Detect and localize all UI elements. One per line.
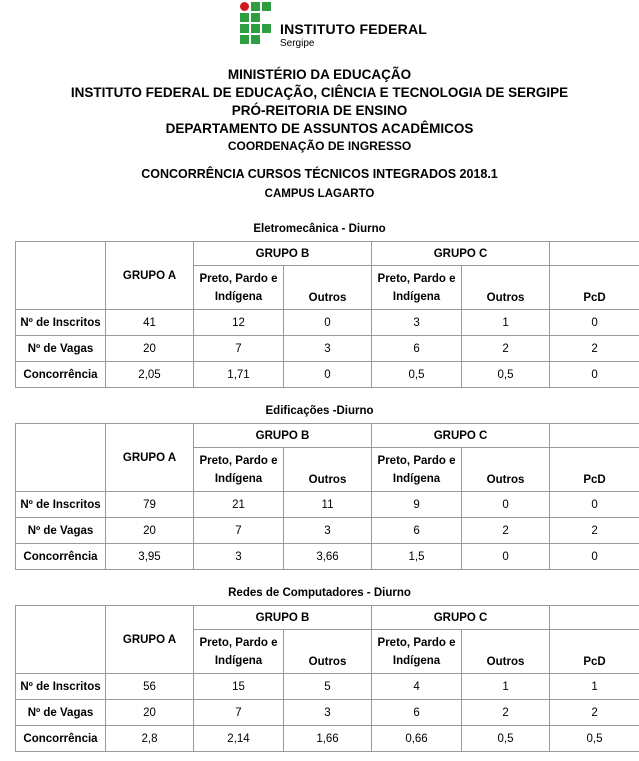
value-cell: 1 — [462, 310, 550, 336]
value-cell: 3 — [194, 544, 284, 570]
value-cell: 41 — [106, 310, 194, 336]
value-cell: 3 — [284, 518, 372, 544]
enrollment-table — [15, 423, 639, 570]
value-cell: 2,8 — [106, 726, 194, 752]
course-title: Eletromecânica - Diurno — [253, 223, 386, 235]
value-cell: 0 — [284, 310, 372, 336]
header-outros: Outros — [284, 266, 372, 310]
logo-name: INSTITUTO FEDERAL — [280, 21, 428, 37]
value-cell: 7 — [194, 518, 284, 544]
value-cell: 2,05 — [106, 362, 194, 388]
value-cell: 21 — [194, 492, 284, 518]
header-grupo-a: GRUPO A — [106, 606, 194, 674]
value-cell: 2 — [550, 700, 639, 726]
row-inscritos — [16, 674, 639, 700]
value-cell: 12 — [194, 310, 284, 336]
row-concorrencia — [16, 726, 639, 752]
value-cell: 0,5 — [550, 726, 639, 752]
value-cell: 0 — [550, 362, 639, 388]
value-cell: 3 — [284, 336, 372, 362]
corner-cell — [16, 606, 106, 674]
value-cell: 7 — [194, 700, 284, 726]
logo-subtitle: Sergipe — [280, 38, 315, 49]
value-cell: 7 — [194, 336, 284, 362]
header-ppi-line: Indígena — [214, 472, 263, 485]
header-blank — [550, 242, 639, 266]
header-outros: Outros — [462, 266, 550, 310]
header-ppi — [194, 630, 284, 674]
value-cell: 56 — [106, 674, 194, 700]
value-cell: 6 — [372, 700, 462, 726]
header-ppi — [372, 448, 462, 492]
header-ppi-line: Preto, Pardo e — [199, 636, 278, 649]
value-cell: 0 — [550, 310, 639, 336]
value-cell: 0,5 — [462, 362, 550, 388]
department-heading: DEPARTAMENTO DE ASSUNTOS ACADÊMICOS — [165, 121, 474, 136]
header-ppi-line: Indígena — [214, 654, 263, 667]
row-concorrencia — [16, 362, 639, 388]
value-cell: 20 — [106, 336, 194, 362]
row-label: Nº de Inscritos — [16, 310, 106, 336]
header-outros: Outros — [284, 448, 372, 492]
header-pcd: PcD — [550, 448, 639, 492]
enrollment-table — [15, 241, 639, 388]
value-cell: 0 — [462, 544, 550, 570]
header-ppi-line: Indígena — [392, 290, 441, 303]
header-ppi-line: Indígena — [392, 472, 441, 485]
institute-logo — [240, 2, 428, 49]
header-ppi-line: Preto, Pardo e — [377, 636, 456, 649]
header-ppi — [194, 266, 284, 310]
header-ppi-line: Indígena — [392, 654, 441, 667]
row-label: Nº de Vagas — [16, 700, 106, 726]
pro-rectorate-heading: PRÓ-REITORIA DE ENSINO — [231, 103, 408, 118]
header-ppi-line: Indígena — [214, 290, 263, 303]
row-inscritos — [16, 310, 639, 336]
value-cell: 20 — [106, 700, 194, 726]
value-cell: 5 — [284, 674, 372, 700]
value-cell: 6 — [372, 336, 462, 362]
enrollment-table — [15, 605, 639, 752]
row-label: Nº de Inscritos — [16, 492, 106, 518]
value-cell: 9 — [372, 492, 462, 518]
row-concorrencia — [16, 544, 639, 570]
value-cell: 0 — [550, 544, 639, 570]
value-cell: 1,5 — [372, 544, 462, 570]
header-pcd: PcD — [550, 630, 639, 674]
value-cell: 0 — [284, 362, 372, 388]
value-cell: 3,95 — [106, 544, 194, 570]
header-outros: Outros — [284, 630, 372, 674]
header-grupo-a: GRUPO A — [106, 242, 194, 310]
value-cell: 1,66 — [284, 726, 372, 752]
value-cell: 2 — [462, 700, 550, 726]
value-cell: 3 — [284, 700, 372, 726]
value-cell: 3,66 — [284, 544, 372, 570]
value-cell: 79 — [106, 492, 194, 518]
value-cell: 2 — [550, 518, 639, 544]
header-ppi-line: Preto, Pardo e — [199, 454, 278, 467]
header-ppi — [372, 630, 462, 674]
institute-heading: INSTITUTO FEDERAL DE EDUCAÇÃO, CIÊNCIA E TECNOLOGIA DE SERGIPE — [70, 85, 569, 100]
corner-cell — [16, 424, 106, 492]
row-label: Concorrência — [16, 726, 106, 752]
value-cell: 2 — [462, 518, 550, 544]
header-ppi-line: Preto, Pardo e — [377, 272, 456, 285]
document-title: CONCORRÊNCIA CURSOS TÉCNICOS INTEGRADOS 2018.1 — [141, 167, 498, 181]
header-grupo-a: GRUPO A — [106, 424, 194, 492]
value-cell: 2 — [550, 336, 639, 362]
header-grupo-c: GRUPO C — [372, 424, 550, 448]
value-cell: 3 — [372, 310, 462, 336]
row-label: Nº de Vagas — [16, 518, 106, 544]
value-cell: 2,14 — [194, 726, 284, 752]
header-pcd: PcD — [550, 266, 639, 310]
value-cell: 0,66 — [372, 726, 462, 752]
corner-cell — [16, 242, 106, 310]
campus-title: CAMPUS LAGARTO — [264, 188, 375, 200]
header-outros: Outros — [462, 448, 550, 492]
header-grupo-b: GRUPO B — [194, 606, 372, 630]
header-ppi-line: Preto, Pardo e — [377, 454, 456, 467]
header-outros: Outros — [462, 630, 550, 674]
value-cell: 4 — [372, 674, 462, 700]
row-label: Nº de Vagas — [16, 336, 106, 362]
row-vagas — [16, 700, 639, 726]
row-label: Concorrência — [16, 362, 106, 388]
logo-mark-icon — [240, 2, 274, 48]
value-cell: 6 — [372, 518, 462, 544]
course-title: Edificações -Diurno — [265, 405, 374, 417]
header-ppi — [194, 448, 284, 492]
value-cell: 20 — [106, 518, 194, 544]
value-cell: 11 — [284, 492, 372, 518]
value-cell: 0 — [550, 492, 639, 518]
value-cell: 1 — [462, 674, 550, 700]
value-cell: 2 — [462, 336, 550, 362]
ministry-heading: MINISTÉRIO DA EDUCAÇÃO — [227, 67, 412, 82]
value-cell: 1 — [550, 674, 639, 700]
row-label: Concorrência — [16, 544, 106, 570]
row-inscritos — [16, 492, 639, 518]
header-grupo-b: GRUPO B — [194, 242, 372, 266]
course-title: Redes de Computadores - Diurno — [228, 587, 411, 599]
header-grupo-b: GRUPO B — [194, 424, 372, 448]
row-vagas — [16, 518, 639, 544]
header-ppi-line: Preto, Pardo e — [199, 272, 278, 285]
row-label: Nº de Inscritos — [16, 674, 106, 700]
value-cell: 1,71 — [194, 362, 284, 388]
value-cell: 0,5 — [372, 362, 462, 388]
header-blank — [550, 606, 639, 630]
value-cell: 15 — [194, 674, 284, 700]
row-vagas — [16, 336, 639, 362]
coordination-heading: COORDENAÇÃO DE INGRESSO — [227, 139, 412, 153]
header-ppi — [372, 266, 462, 310]
header-grupo-c: GRUPO C — [372, 606, 550, 630]
value-cell: 0 — [462, 492, 550, 518]
header-grupo-c: GRUPO C — [372, 242, 550, 266]
value-cell: 0,5 — [462, 726, 550, 752]
header-blank — [550, 424, 639, 448]
